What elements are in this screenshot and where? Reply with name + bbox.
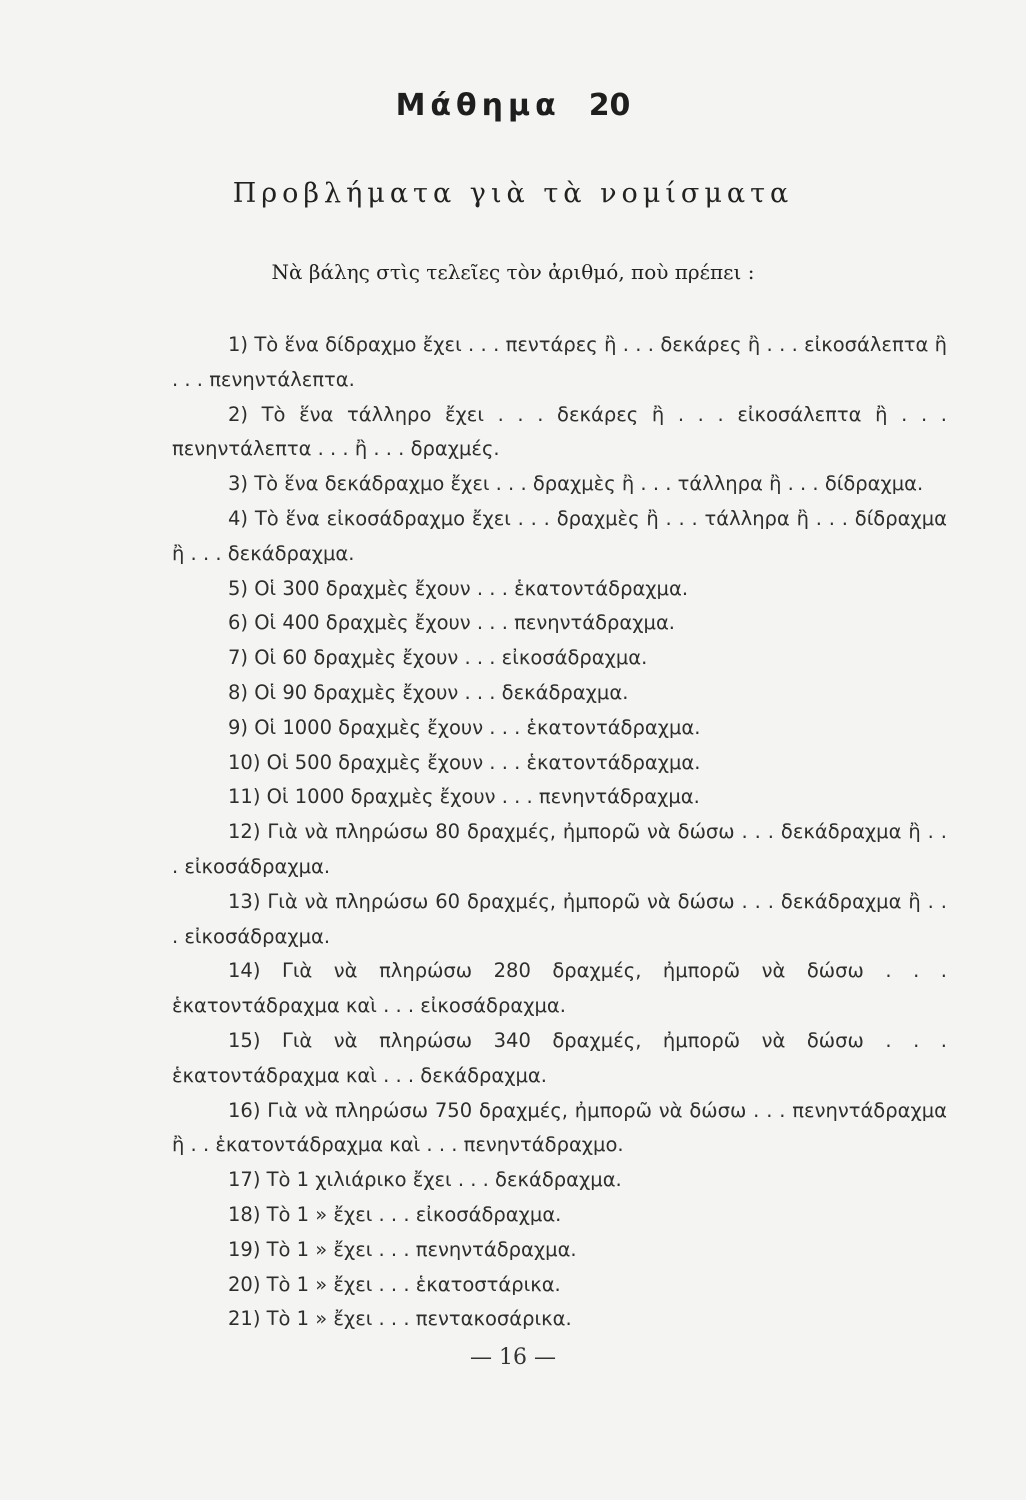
problem-item: 3) Τὸ ἕνα δεκάδραχμο ἔχει . . . δραχμὲς ἢ . . . τάλληρα ἢ . . . δίδραχμα.: [228, 472, 924, 496]
problem-item: 19) Τὸ 1 » ἔχει . . . πενηντάδραχμα.: [228, 1237, 577, 1261]
problem-item: 20) Τὸ 1 » ἔχει . . . ἑκατοστάρικα.: [228, 1272, 561, 1296]
problem-item: 8) Οἱ 90 δραχμὲς ἔχουν . . . δεκάδραχμα.: [228, 680, 629, 704]
problem-item: 15) Γιὰ νὰ πληρώσω 340 δραχμές, ἠμπορῶ νὰ δώσω . . . ἑκατοντάδραχμα καὶ . . . δεκάδραχμα.: [172, 1028, 947, 1087]
problem-item: 13) Γιὰ νὰ πληρώσω 60 δραχμές, ἠμπορῶ νὰ δώσω . . . δεκάδραχμα ἢ . . . εἰκοσάδραχμα.: [172, 889, 947, 948]
page-subtitle: Προβλήματα γιὰ τὰ νομίσματα: [232, 178, 794, 209]
problem-item: 17) Τὸ 1 χιλιάρικο ἔχει . . . δεκάδραχμα.: [228, 1168, 622, 1192]
problem-item: 7) Οἱ 60 δραχμὲς ἔχουν . . . εἰκοσάδραχμα.: [228, 646, 648, 670]
page-number: — 16 —: [470, 1345, 556, 1370]
problem-item: 2) Τὸ ἕνα τάλληρο ἔχει . . . δεκάρες ἢ . . . εἰκοσάλεπτα ἢ . . . πενηντάλεπτα . . . ἢ . . . δραχμές.: [172, 402, 947, 461]
problem-item: 10) Οἱ 500 δραχμὲς ἔχουν . . . ἑκατοντάδραχμα.: [228, 750, 701, 774]
problem-item: 16) Γιὰ νὰ πληρώσω 750 δραχμές, ἠμπορῶ νὰ δώσω . . . πενηντάδραχμα ἢ . . ἑκατοντάδραχμα καὶ . . . πενηντάδραχμο.: [172, 1098, 947, 1157]
problem-item: 21) Τὸ 1 » ἔχει . . . πεντακοσάρικα.: [228, 1307, 572, 1331]
problem-list: [172, 328, 947, 1337]
problem-item: 6) Οἱ 400 δραχμὲς ἔχουν . . . πενηντάδραχμα.: [228, 611, 675, 635]
lesson-number: 20: [588, 88, 631, 123]
lesson-word: Μάθημα: [395, 88, 561, 123]
problem-item: 9) Οἱ 1000 δραχμὲς ἔχουν . . . ἑκατοντάδραχμα.: [228, 715, 701, 739]
problem-item: 4) Τὸ ἕνα εἰκοσάδραχμο ἔχει . . . δραχμὲς ἢ . . . τάλληρα ἢ . . . δίδραχμα ἢ . . . δεκάδραχμα.: [172, 506, 947, 565]
instruction-text: Νὰ βάλης στὶς τελεῖες τὸν ἀριθμό, ποὺ πρέπει :: [271, 260, 755, 284]
problem-item: 14) Γιὰ νὰ πληρώσω 280 δραχμές, ἠμπορῶ νὰ δώσω . . . ἑκατοντάδραχμα καὶ . . . εἰκοσάδραχμα.: [172, 959, 947, 1018]
problem-item: 11) Οἱ 1000 δραχμὲς ἔχουν . . . πενηντάδραχμα.: [228, 785, 700, 809]
problem-item: 12) Γιὰ νὰ πληρώσω 80 δραχμές, ἠμπορῶ νὰ δώσω . . . δεκάδραχμα ἢ . . . εἰκοσάδραχμα.: [172, 820, 947, 878]
problem-item: 1) Τὸ ἕνα δίδραχμο ἔχει . . . πεντάρες ἢ . . . δεκάρες ἢ . . . εἰκοσάλεπτα ἢ . . . πενηντάλεπτα.: [172, 333, 947, 391]
problem-item: 5) Οἱ 300 δραχμὲς ἔχουν . . . ἑκατοντάδραχμα.: [228, 576, 689, 600]
problem-item: 18) Τὸ 1 » ἔχει . . . εἰκοσάδραχμα.: [228, 1202, 562, 1226]
lesson-heading: [0, 88, 1026, 123]
